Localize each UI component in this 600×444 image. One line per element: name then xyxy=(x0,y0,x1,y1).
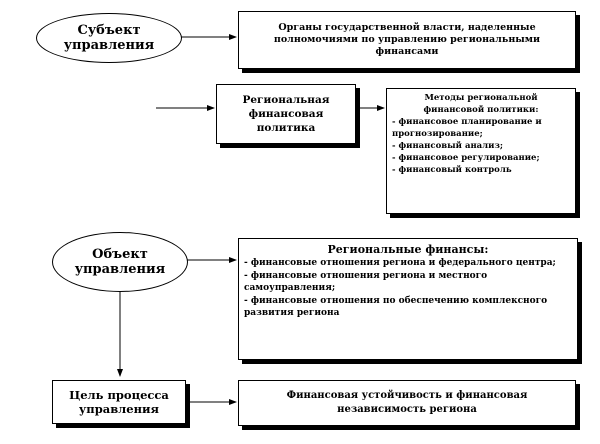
policy-box xyxy=(216,84,356,144)
result-text: Финансовая устойчивость и финансовая независимость региона xyxy=(286,390,528,415)
finances-item: - финансовые отношения по обеспечению комплексного развития региона xyxy=(244,295,548,318)
object-ellipse: Объект управления xyxy=(52,232,188,292)
methods-box xyxy=(386,88,576,214)
authorities-box xyxy=(238,11,576,69)
finances-box xyxy=(238,238,578,360)
authorities-text: Органы государственной власти, наделенные полномочиями по управлению региональными финансами xyxy=(273,22,541,57)
methods-item: - финансовый анализ; xyxy=(392,141,504,151)
goal-box xyxy=(52,380,186,424)
methods-item: - финансовое планирование и прогнозирование; xyxy=(392,117,542,139)
policy-text: Региональная финансовая политика xyxy=(242,94,330,134)
goal-text: Цель процесса управления xyxy=(69,388,169,416)
finances-title: Региональные финансы: xyxy=(327,243,489,256)
subject-ellipse: Субъект управления xyxy=(36,13,182,63)
methods-item: - финансовый контроль xyxy=(392,165,512,175)
finances-item: - финансовые отношения региона и местного самоуправления; xyxy=(244,270,488,293)
finances-item: - финансовые отношения региона и федерального центра; xyxy=(244,258,556,268)
result-box xyxy=(238,380,576,426)
methods-title: Методы региональной финансовой политики: xyxy=(423,93,539,115)
methods-item: - финансовое регулирование; xyxy=(392,153,540,163)
